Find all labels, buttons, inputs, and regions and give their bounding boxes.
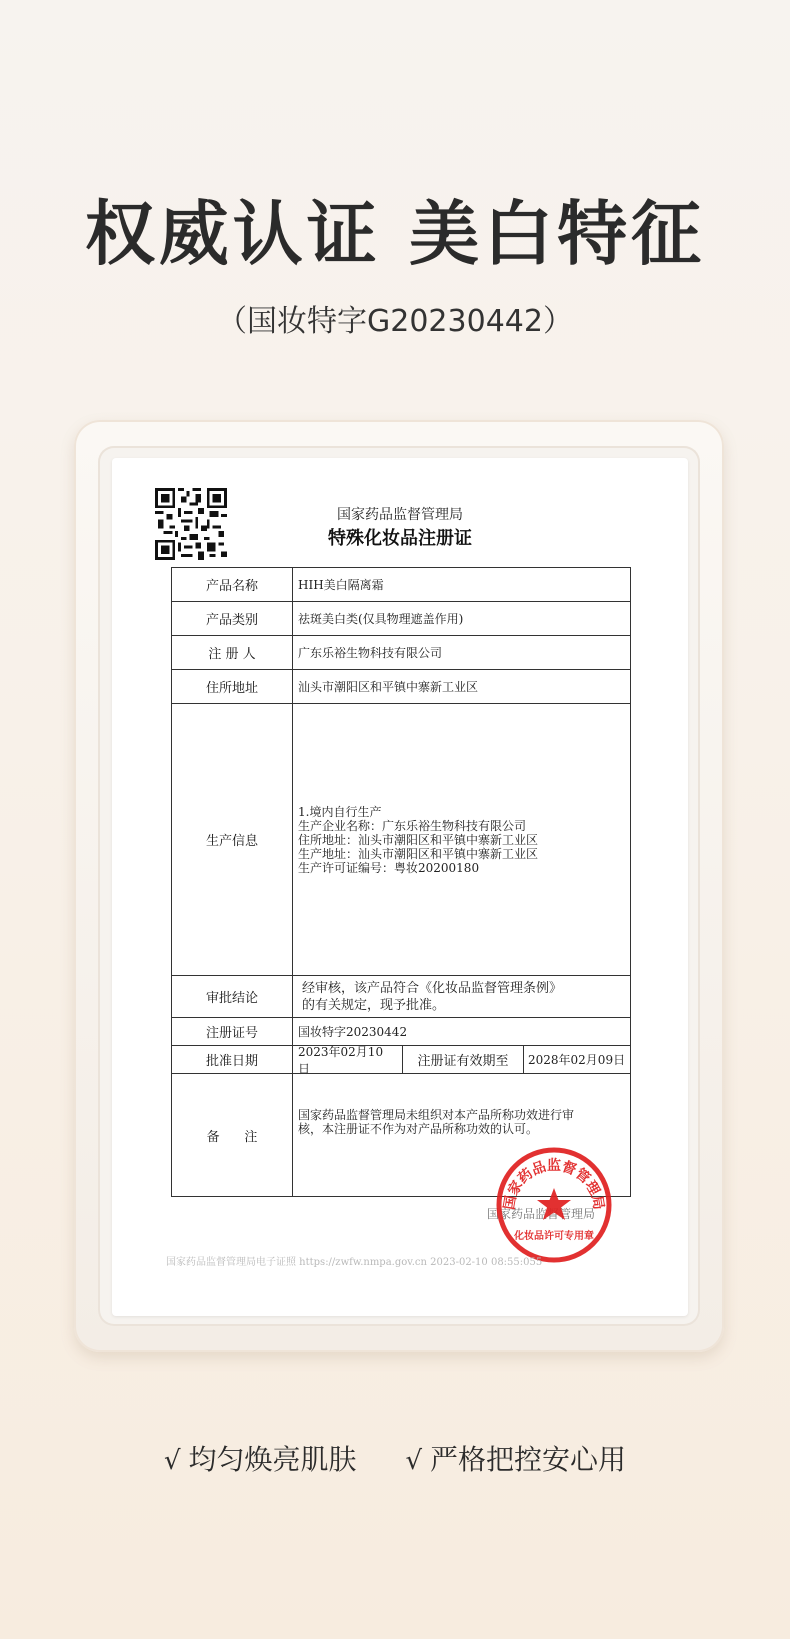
production-line: 1.境内自行生产 bbox=[298, 804, 382, 819]
row-registrant bbox=[171, 635, 631, 669]
registration-subtitle: （国妆特字G20230442） bbox=[217, 304, 573, 339]
row-value bbox=[302, 976, 624, 1017]
row-label: 批准日期 bbox=[172, 1046, 293, 1073]
row-product-name bbox=[171, 567, 631, 601]
row-production-info bbox=[171, 703, 631, 975]
row-label: 注 册 人 bbox=[172, 636, 293, 669]
row-label: 备 注 bbox=[172, 1074, 293, 1196]
feature-item bbox=[164, 1438, 357, 1478]
row-label: 注册证号 bbox=[172, 1018, 293, 1045]
production-line: 生产企业名称：广东乐裕生物科技有限公司 bbox=[298, 818, 527, 833]
row-label: 产品类别 bbox=[172, 602, 293, 635]
row-value: 广东乐裕生物科技有限公司 bbox=[298, 646, 443, 660]
row-value: 祛斑美白类(仅具物理遮盖作用) bbox=[298, 612, 464, 626]
row-label: 住所地址 bbox=[172, 670, 293, 703]
validity-label: 注册证有效期至 bbox=[402, 1046, 524, 1073]
stamp-caption: 国家药品监督管理局 bbox=[487, 1207, 596, 1221]
stamp-bottom-text: 化妆品许可专用章 bbox=[514, 1231, 594, 1242]
production-line: 住所地址：汕头市潮阳区和平镇中寨新工业区 bbox=[298, 832, 539, 847]
production-line: 生产许可证编号：粤妆20200180 bbox=[298, 860, 480, 875]
remarks-line: 核，本注册证不作为对产品所称功效的认可。 bbox=[298, 1122, 539, 1136]
feature-item bbox=[405, 1438, 626, 1478]
row-value: HIH美白隔离霜 bbox=[298, 578, 384, 592]
remarks-line: 国家药品监督管理局未组织对本产品所称功效进行审 bbox=[298, 1108, 575, 1122]
check-icon: √ bbox=[163, 1446, 181, 1476]
production-line: 生产地址：汕头市潮阳区和平镇中寨新工业区 bbox=[298, 846, 539, 861]
features-row bbox=[0, 1438, 790, 1478]
feature-text: 均匀焕亮肌肤 bbox=[188, 1443, 357, 1476]
row-value: 国妆特字20230442 bbox=[298, 1025, 408, 1039]
document-issuer: 国家药品监督管理局 bbox=[337, 507, 463, 523]
feature-text: 严格把控安心用 bbox=[430, 1443, 627, 1476]
row-value: 汕头市潮阳区和平镇中寨新工业区 bbox=[298, 680, 479, 694]
stamp-ring-text: 国家药品监督管理局 bbox=[501, 1158, 607, 1211]
row-reg-number bbox=[171, 1017, 631, 1045]
qr-code-icon bbox=[155, 488, 227, 560]
row-address bbox=[171, 669, 631, 703]
row-conclusion bbox=[171, 975, 631, 1017]
certificate-table bbox=[171, 567, 631, 1197]
conclusion-line: 的有关规定，现予批准。 bbox=[302, 997, 446, 1013]
row-product-category bbox=[171, 601, 631, 635]
check-icon: √ bbox=[405, 1446, 423, 1476]
row-label: 产品名称 bbox=[172, 568, 293, 601]
official-seal-icon bbox=[493, 1146, 615, 1264]
document-title: 特殊化妆品注册证 bbox=[328, 528, 472, 549]
row-approval-date bbox=[171, 1044, 631, 1076]
row-label: 生产信息 bbox=[172, 704, 293, 975]
validity-value: 2028年02月09日 bbox=[528, 1053, 626, 1067]
row-label: 审批结论 bbox=[172, 976, 293, 1017]
document-footer: 国家药品监督管理局电子证照 https://zwfw.nmpa.gov.cn 2023-02-10 08:55:055 bbox=[166, 1257, 543, 1268]
approval-date-value: 2023年02月10日 bbox=[298, 1044, 384, 1076]
row-value bbox=[298, 704, 624, 975]
headline: 权威认证 美白特征 bbox=[84, 193, 706, 275]
conclusion-line: 经审核，该产品符合《化妆品监督管理条例》 bbox=[302, 980, 563, 996]
